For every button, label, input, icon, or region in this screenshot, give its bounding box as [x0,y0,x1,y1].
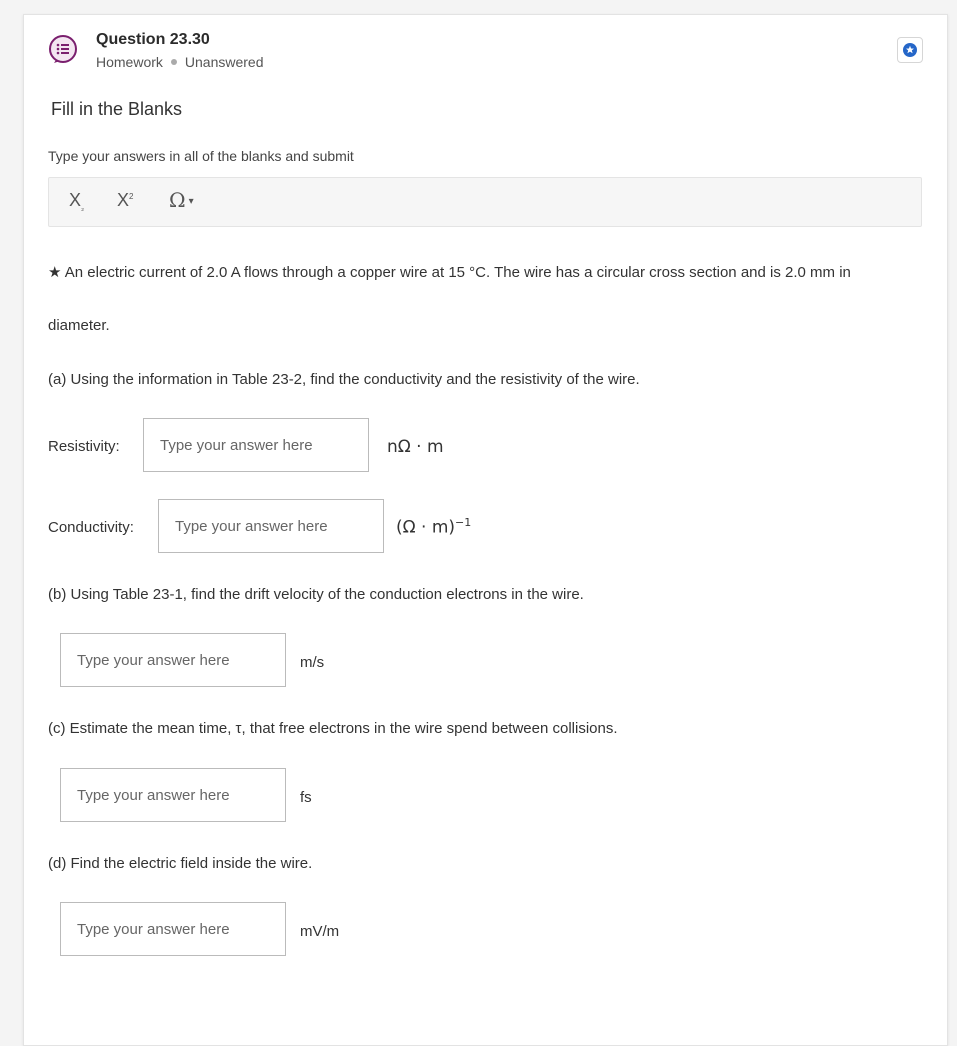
conductivity-field[interactable] [158,499,384,553]
drift-velocity-field[interactable] [60,633,286,687]
question-meta [96,54,264,70]
question-status: Unanswered [184,54,264,70]
instructions-text: Type your answers in all of the blanks and submit [48,148,354,164]
problem-text-line2: diameter. [48,317,110,334]
symbol-dropdown-button[interactable] [169,188,194,212]
question-title: Question 23.30 [96,31,210,48]
resistivity-label: Resistivity: [48,438,120,455]
resistivity-field[interactable] [143,418,369,472]
question-card [23,14,948,1046]
section-title: Fill in the Blanks [51,99,183,119]
electric-field-field[interactable] [60,902,286,956]
drift-velocity-unit: m/s [300,654,325,671]
part-a-text: (a) Using the information in Table 23-2, find the conductivity and the resistivity of the wire. [48,371,640,388]
bookmark-button[interactable] [897,37,923,63]
mean-time-input[interactable] [75,786,271,805]
problem-text-line1: ★ An electric current of 2.0 A flows through a copper wire at 15 °C. The wire has a circular cross section and is 2.0 mm in [48,264,851,281]
resistivity-unit: nΩ · m [387,437,444,457]
question-category: Homework [96,54,163,70]
resistivity-input[interactable] [158,436,354,455]
electric-field-input[interactable] [75,920,271,939]
math-toolbar [48,177,922,227]
drift-velocity-input[interactable] [75,651,271,670]
star-icon [903,43,917,57]
subscript-button[interactable]: $X_{_2}$ [69,190,85,213]
conductivity-input[interactable] [173,517,369,536]
mean-time-unit: fs [300,789,312,806]
omega-icon: Ω [169,188,186,212]
conductivity-unit-exponent: −1 [455,516,472,529]
electric-field-unit: mV/m [300,923,340,940]
separator-dot [171,59,177,65]
part-b-text: (b) Using Table 23-1, find the drift velocity of the conduction electrons in the wire. [48,586,584,603]
part-d-text: (d) Find the electric field inside the wire. [48,855,313,872]
chevron-down-icon: ▾ [188,196,194,207]
fill-in-blanks-icon [48,34,78,64]
conductivity-label: Conductivity: [48,519,134,536]
mean-time-field[interactable] [60,768,286,822]
superscript-button[interactable]: $X^2$ [117,190,134,210]
part-c-text: (c) Estimate the mean time, τ, that free electrons in the wire spend between collisions. [48,720,618,737]
conductivity-unit: $(\Omega \cdot m)^{-1}$ [396,516,472,538]
